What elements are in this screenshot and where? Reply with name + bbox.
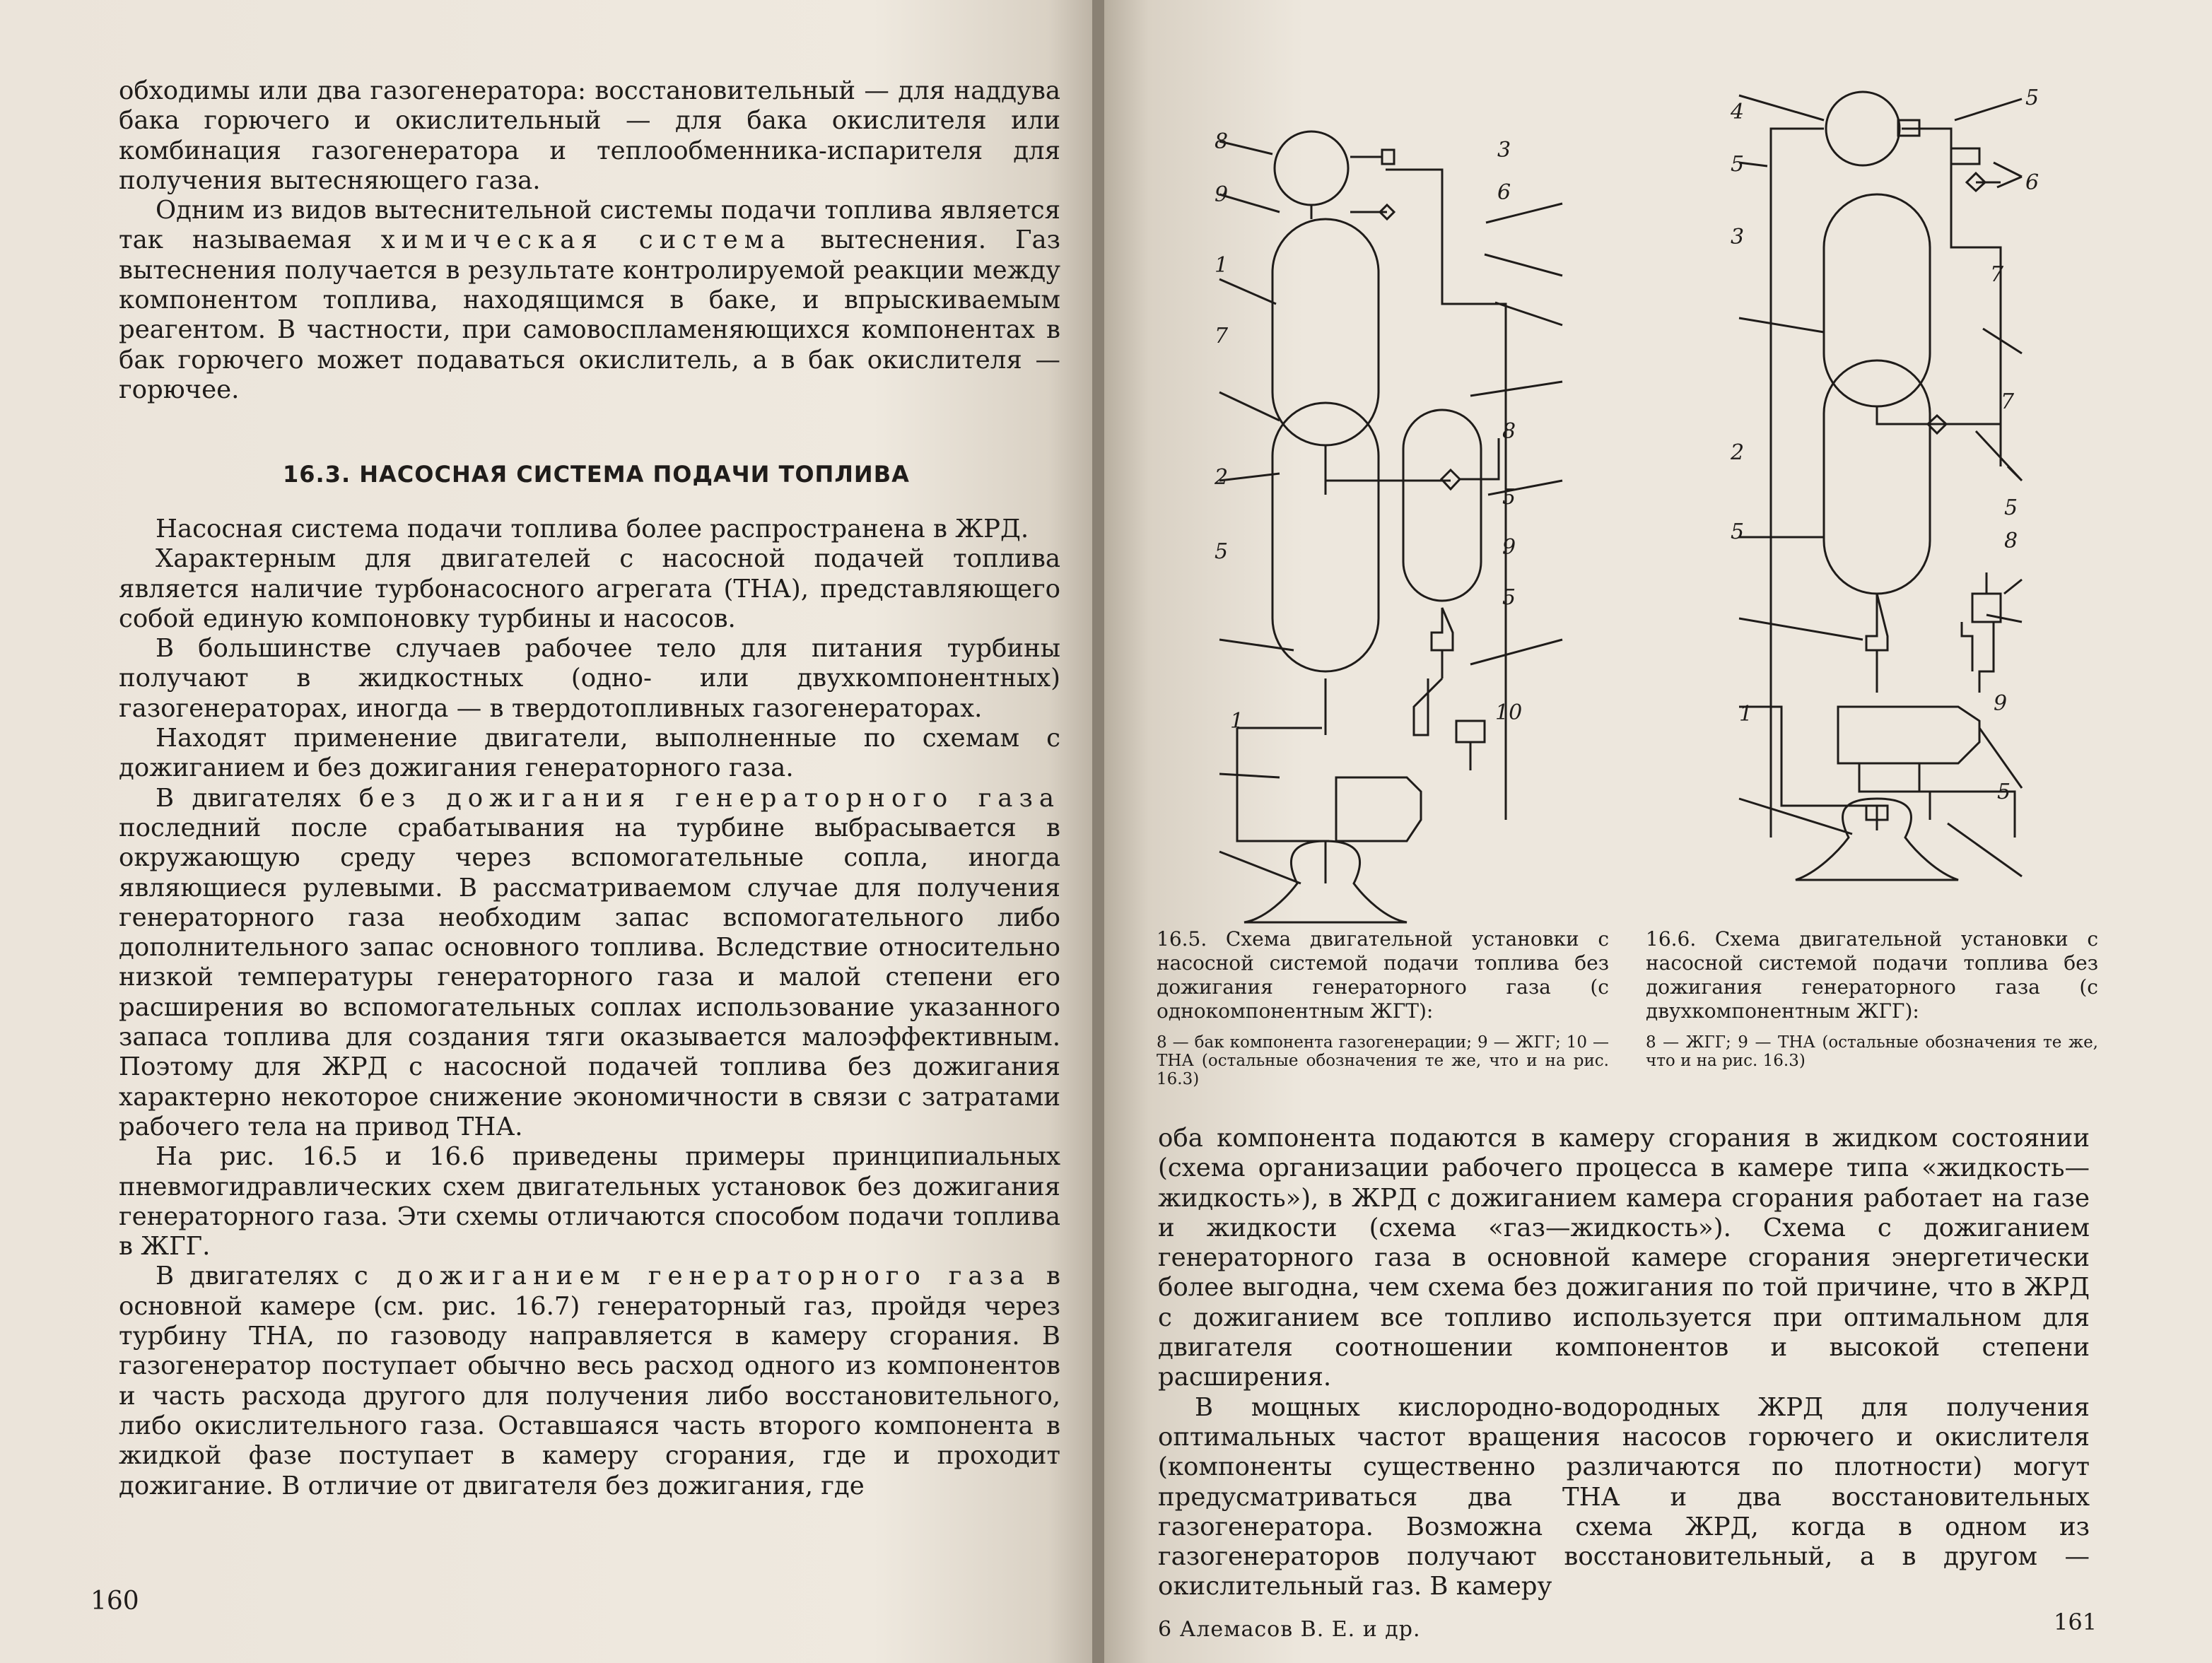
left-page <box>0 0 1092 1663</box>
tna <box>1838 707 1979 763</box>
paragraph: Характерным для двигателей с насосной подачей топлива является наличие турбонасосного агрегата (ТНА), представляющего собой единую компоновку турбины и насосов. <box>119 544 1060 633</box>
section-heading: 16.3. НАСОСНАЯ СИСТЕМА ПОДАЧИ ТОПЛИВА <box>283 461 910 488</box>
figure-caption-16-5 <box>1157 927 1609 1088</box>
paragraph: обходимы или два газогенератора: восстановительный — для наддува бака горючего и окислительный — для бака окислителя или комбинация газогенератора и теплообменника-испарителя для получения вытесняющего газа. <box>119 76 1060 195</box>
pressurant-sphere <box>1275 131 1348 205</box>
callout-label: 6 <box>2025 170 2040 195</box>
callout-label: 8 <box>1502 419 1516 444</box>
book-gutter <box>1092 0 1104 1663</box>
paragraph: В двигателях без дожигания генераторного газа последний после срабатывания на турбине выбрасывается в окружающую среду через вспомогательные сопла, иногда являющиеся рулевыми. В рассматриваемом случае для получения генераторного газа необходим запас вспомогательного либо дополнительного запас основного топлива. Вследствие относительно низкой температуры генераторного газа и малой степени его расширения во вспомогательных соплах использование указанного запаса топлива для создания тяги оказывается малоэффективным. Поэтому для ЖРД с насосной подачей топлива без дожигания характерно некоторое снижение экономичности в связи с затратами рабочего тела на привод ТНА. <box>119 783 1060 1141</box>
figure-caption-16-6 <box>1646 927 2098 1070</box>
callout-label: 1 <box>1739 702 1753 727</box>
callout-label: 7 <box>1215 324 1229 348</box>
callout-label: 9 <box>1502 535 1516 560</box>
spaced-term: без дожигания генераторного газа <box>358 783 1060 813</box>
caption-title: 16.5. Схема двигательной установки с насосной системой подачи топлива без дожигания генераторного газа (с однокомпонентным ЖГТ): <box>1157 927 1609 1023</box>
figure-16-6 <box>1725 85 2093 922</box>
callout-label: 6 <box>1497 180 1511 205</box>
callout-label: 5 <box>1502 585 1516 610</box>
spaced-term: с дожиганием генераторного газа <box>353 1262 1031 1291</box>
callout-label: 5 <box>2025 86 2040 110</box>
callout-label: 1 <box>1230 709 1244 734</box>
callout-label: 5 <box>1997 780 2011 804</box>
lower-tank <box>1824 360 1930 594</box>
callout-label: 7 <box>2001 389 2015 414</box>
left-text-top <box>119 76 1060 405</box>
callout-label: 10 <box>1495 700 1523 725</box>
caption-note: 8 — бак компонента газогенерации; 9 — ЖГГ; 10 — ТНА (остальные обозначения те же, что и на рис. 16.3) <box>1157 1033 1609 1088</box>
figure-16-5 <box>1202 113 1555 922</box>
spaced-term: химическая система <box>380 225 792 255</box>
callout-label: 5 <box>1215 539 1229 564</box>
callout-label: 1 <box>1215 253 1229 278</box>
callout-label: 3 <box>1731 225 1745 249</box>
pressurant-sphere <box>1826 92 1900 165</box>
callout-label: 9 <box>1994 691 2008 716</box>
paragraph: В большинстве случаев рабочее тело для питания турбины получают в жидкостных (одно- или двухкомпонентных) газогенераторах, иногда — в твердотопливных газогенераторах. <box>119 634 1060 723</box>
caption-note: 8 — ЖГГ; 9 — ТНА (остальные обозначения те же, что и на рис. 16.3) <box>1646 1033 2098 1070</box>
callout-label: 5 <box>1502 485 1516 510</box>
paragraph: Находят применение двигатели, выполненные по схемам с дожиганием и без дожигания генераторного газа. <box>119 724 1060 783</box>
tna <box>1336 777 1421 841</box>
schematic-16-6 <box>1725 85 2093 922</box>
signature-footer: 6 Алемасов В. Е. и др. <box>1158 1617 1421 1642</box>
callout-label: 5 <box>1731 152 1745 177</box>
callout-label: 8 <box>2004 529 2018 553</box>
schematic-16-5 <box>1202 113 1555 922</box>
page-number: 160 <box>90 1587 139 1616</box>
callout-label: 8 <box>1215 129 1229 154</box>
callout-label: 5 <box>2004 495 2018 520</box>
upper-tank <box>1272 219 1379 445</box>
lower-tank <box>1272 403 1379 671</box>
paragraph: оба компонента подаются в камеру сгорания в жидком состоянии (схема организации рабочего процесса в камере типа «жидкость—жидкость»), в ЖРД с дожиганием камера сгорания работает на газе и жидкости (схема «газ—жидкость»). Схема с дожиганием генераторного газа в основной камере сгорания энергетически более выгодна, чем схема без дожигания по той причине, что в ЖРД с дожиганием все топливо используется при оптимальном для двигателя соотношении компонентов и высокой степени расширения. <box>1158 1124 2090 1392</box>
paragraph: В мощных кислородно-водородных ЖРД для получения оптимальных частот вращения насосов горючего и окислителя (компоненты существенно различаются по плотности) могут предусматриваться два ТНА и два восстановительных газогенератора. Возможна схема ЖРД, когда в одном из газогенераторов получают восстановительный, а в другом — окислительный газ. В камеру <box>1158 1392 2090 1602</box>
left-text-body <box>119 515 1060 1501</box>
paragraph: В двигателях с дожиганием генераторного газа в основной камере (см. рис. 16.7) генераторный газ, пройдя через турбину ТНА, по газоводу направляется в камеру сгорания. В газогенератор поступает обычно весь расход одного из компонентов и часть расхода другого для получения либо восстановительного, либо окислительного газа. Оставшаяся часть второго компонента в жидкой фазе поступает в камеру сгорания, где и проходит дожигание. В отличие от двигателя без дожигания, где <box>119 1262 1060 1500</box>
callout-label: 9 <box>1215 182 1229 207</box>
paragraph: Насосная система подачи топлива более распространена в ЖРД. <box>156 515 1029 543</box>
callout-label: 2 <box>1731 440 1745 465</box>
callout-label: 5 <box>1731 519 1745 544</box>
paragraph: На рис. 16.5 и 16.6 приведены примеры принципиальных пневмогидравлических схем двигательных установок без дожигания генераторного газа. Эти схемы отличаются способом подачи топлива в ЖГГ. <box>119 1142 1060 1262</box>
caption-title: 16.6. Схема двигательной установки с насосной системой подачи топлива без дожигания генераторного газа (с двухкомпонентным ЖГГ): <box>1646 927 2098 1023</box>
callout-label: 4 <box>1731 100 1745 124</box>
callout-label: 7 <box>1990 262 2004 287</box>
paragraph: Одним из видов вытеснительной системы подачи топлива является так называемая химическая система вытеснения. Газ вытеснения получается в результате контролируемой реакции между компонентом топлива, находящимся в баке, и впрыскиваемым реагентом. В частности, при самовоспламеняющихся компонентах в бак горючего может подаваться окислитель, а в бак окислителя — горючее. <box>119 196 1060 404</box>
callout-label: 3 <box>1497 138 1511 163</box>
page-number: 161 <box>2054 1609 2097 1635</box>
gg-component-tank <box>1403 410 1481 601</box>
right-text-body <box>1158 1124 2090 1602</box>
callout-label: 2 <box>1215 465 1229 490</box>
